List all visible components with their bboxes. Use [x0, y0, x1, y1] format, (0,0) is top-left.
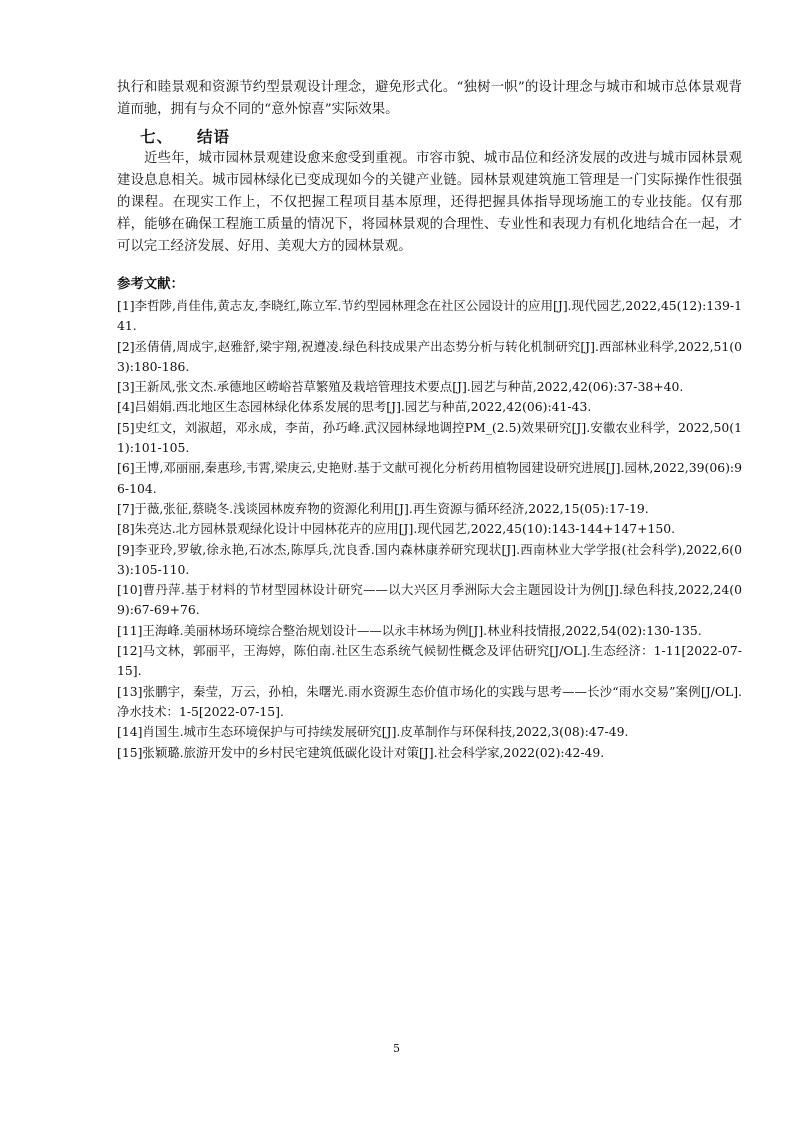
reference-item: [10]曹丹萍.基于材料的节材型园林设计研究——以大兴区月季洲际大会主题园设计为例[J].绿色科技,2022,24(09):67-69+76. — [117, 582, 742, 618]
page-number: 5 — [393, 1042, 400, 1055]
intro-paragraph: 执行和睦景观和资源节约型景观设计理念，避免形式化。“独树一帜”的设计理念与城市和城市总体景观背道而驰，拥有与众不同的“意外惊喜”实际效果。 — [117, 80, 742, 117]
reference-item: [1]李哲陟,肖佳伟,黄志友,李晓红,陈立军.节约型园林理念在社区公园设计的应用[J].现代园艺,2022,45(12):139-141. — [117, 298, 742, 334]
section-heading — [140, 125, 230, 147]
section-title: 结语 — [197, 128, 231, 146]
references-heading: 参考文献： — [117, 277, 184, 292]
conclusion-paragraph-block — [117, 148, 742, 258]
reference-item: [9]李亚玲,罗敏,徐永艳,石冰杰,陈厚兵,沈良香.国内森林康养研究现状[J].西南林业大学学报(社会科学),2022,6(03):105-110. — [117, 541, 742, 577]
reference-item: [4]吕娟娟.西北地区生态园林绿化体系发展的思考[J].园艺与种苗,2022,42(06):41-43. — [117, 399, 592, 415]
conclusion-paragraph: 近些年，城市园林景观建设愈来愈受到重视。市容市貌、城市品位和经济发展的改进与城市园林景观建设息息相关。城市园林绿化已变成现如今的关键产业链。园林景观建筑施工管理是一门实际操作性很强的课程。在现实工作上，不仅把握工程项目基本原理，还得把握具体指导现场施工的专业技能。仅有那样，能够在确保工程施工质量的情况下，将园林景观的合理性、专业性和表现力有机化地结合在一起，才可以完工经济发展、好用、美观大方的园林景观。 — [117, 151, 742, 254]
reference-item: [11]王海峰.美丽林场环境综合整治规划设计——以永丰林场为例[J].林业科技情报,2022,54(02):130-135. — [117, 622, 702, 638]
section-number: 七、 — [140, 128, 174, 146]
reference-item: [8]朱亮达.北方园林景观绿化设计中园林花卉的应用[J].现代园艺,2022,45(10):143-144+147+150. — [117, 521, 676, 537]
reference-item: [7]于薇,张征,蔡晓冬.浅谈园林废弃物的资源化利用[J].再生资源与循环经济,2022,15(05):17-19. — [117, 500, 649, 516]
intro-paragraph-block — [117, 77, 742, 121]
reference-item: [15]张颖璐.旅游开发中的乡村民宅建筑低碳化设计对策[J].社会科学家,2022(02):42-49. — [117, 744, 605, 760]
reference-item: [12]马文林，郭丽平，王海婷，陈伯南.社区生态系统气候韧性概念及评估研究[J/OL].生态经济：1-11[2022-07-15]. — [117, 643, 742, 679]
references-list — [117, 296, 742, 763]
reference-item: [2]丞倩倩,周成宇,赵雅舒,梁宇翔,祝遵凌.绿色科技成果产出态势分析与转化机制研究[J].西部林业科学,2022,51(03):180-186. — [117, 338, 742, 374]
reference-item: [13]张鹏宇，秦莹，万云，孙柏，朱曙光.雨水资源生态价值市场化的实践与思考——长沙“雨水交易”案例[J/OL].净水技术：1-5[2022-07-15]. — [117, 683, 742, 719]
reference-item: [3]王新凤,张文杰.承德地区崂峪苔草繁殖及栽培管理技术要点[J].园艺与种苗,2022,42(06):37-38+40. — [117, 379, 684, 395]
reference-item: [14]肖国生.城市生态环境保护与可持续发展研究[J].皮革制作与环保科技,2022,3(08):47-49. — [117, 724, 629, 740]
reference-item: [6]王博,邓丽丽,秦惠珍,韦霄,梁庚云,史艳财.基于文献可视化分析药用植物园建设研究进展[J].园林,2022,39(06):96-104. — [117, 460, 742, 496]
reference-item: [5]史红文，刘淑超，邓永成，李苗，孙巧峰.武汉园林绿地调控PM_(2.5)效果研究[J].安徽农业科学，2022,50(11):101-105. — [117, 419, 742, 456]
